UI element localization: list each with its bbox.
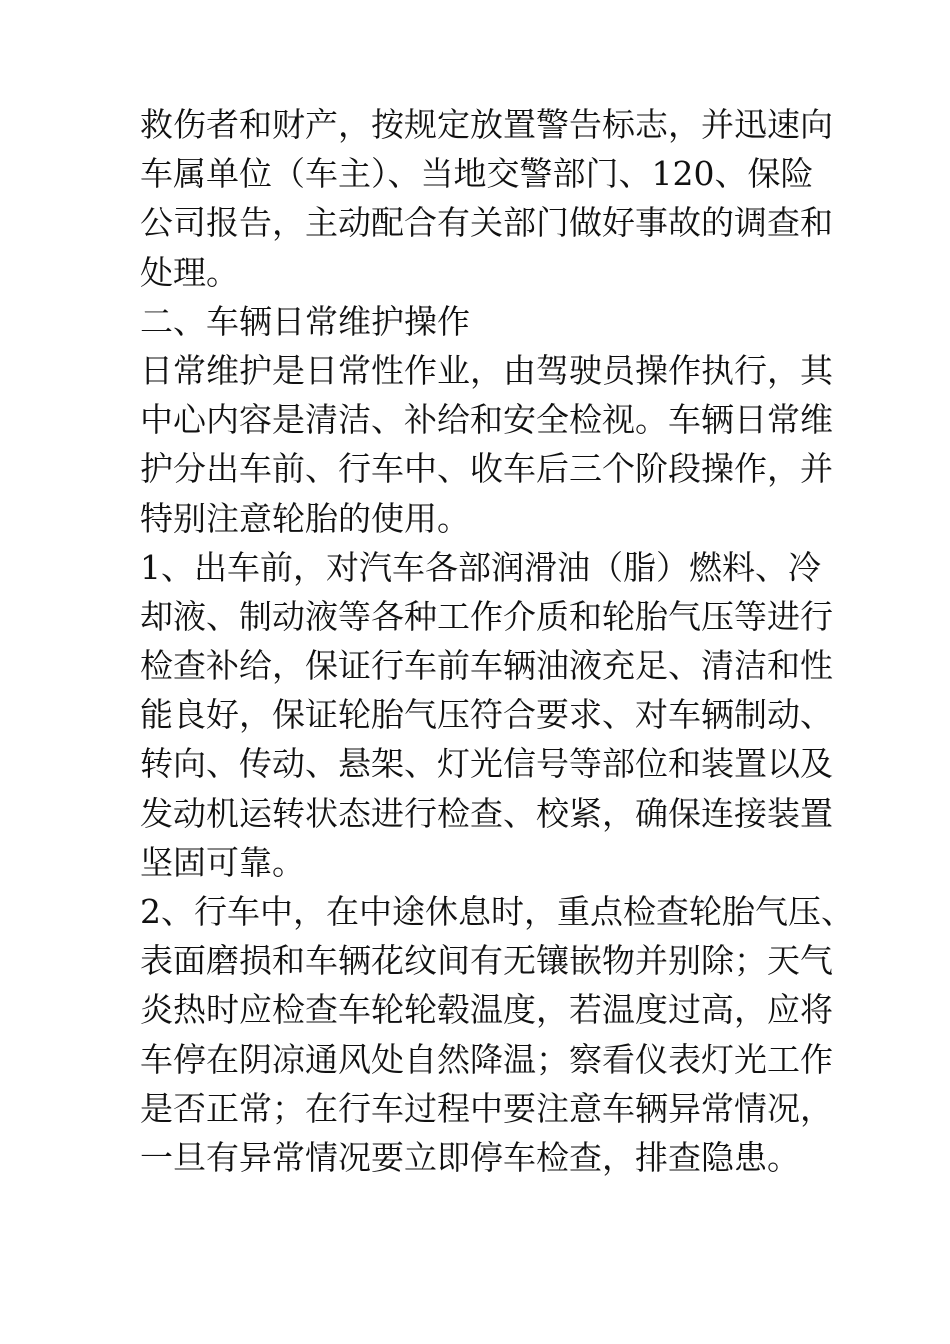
text-line: 车停在阴凉通风处自然降温；察看仪表灯光工作 [140, 1039, 833, 1079]
text-line: 处理。 [140, 252, 239, 292]
list-item-2-line: 2、行车中，在中途休息时，重点检查轮胎气压、 [140, 892, 854, 931]
text-line: 一旦有异常情况要立即停车检查，排查隐患。 [140, 1137, 800, 1177]
text-line: 是否正常；在行车过程中要注意车辆异常情况， [140, 1088, 833, 1128]
text-line: 特别注意轮胎的使用。 [140, 498, 470, 538]
text-line: 转向、传动、悬架、灯光信号等部位和装置以及 [140, 744, 833, 784]
section-heading: 二、车辆日常维护操作 [140, 301, 470, 341]
text-line: 护分出车前、行车中、收车后三个阶段操作，并 [140, 449, 833, 489]
text-line: 表面磨损和车辆花纹间有无镶嵌物并别除；天气 [140, 941, 833, 981]
document-body [140, 100, 854, 1182]
text-line: 日常维护是日常性作业，由驾驶员操作执行，其 [140, 350, 833, 390]
text-line: 检查补给，保证行车前车辆油液充足、清洁和性 [140, 646, 833, 686]
text-line: 救伤者和财产，按规定放置警告标志，并迅速向 [140, 105, 833, 144]
text-line: 中心内容是清洁、补给和安全检视。车辆日常维 [140, 400, 833, 440]
text-line: 能良好，保证轮胎气压符合要求、对车辆制动、 [140, 695, 833, 735]
text-line: 发动机运转状态进行检查、校紧，确保连接装置 [140, 793, 833, 833]
list-item-1-line: 1、出车前，对汽车各部润滑油（脂）燃料、冷 [140, 547, 821, 587]
text-line: 公司报告，主动配合有关部门做好事故的调查和 [140, 203, 833, 243]
text-line: 车属单位（车主）、当地交警部门、120、保险 [140, 154, 814, 194]
text-line: 坚固可靠。 [140, 842, 305, 882]
text-line: 却液、制动液等各种工作介质和轮胎气压等进行 [140, 596, 833, 636]
text-line: 炎热时应检查车轮轮毂温度，若温度过高，应将 [140, 990, 833, 1030]
